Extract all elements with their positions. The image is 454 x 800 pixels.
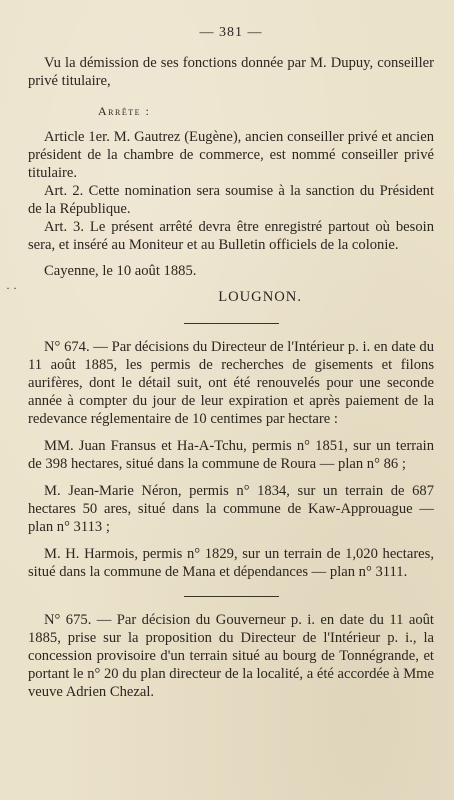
signoff-date: Cayenne, le 10 août 1885. — [44, 263, 197, 279]
spacer — [28, 536, 434, 545]
arrete-heading: Arrête : — [98, 104, 151, 118]
decision-674-text: N° 674. — Par décisions du Directeur de l'Intérieur p. i. en date du 11 août 1885, les permis de recherches de gisements et filons aurifères, dont le détail suit, ont été renouvelés pour une seconde année à compter du jour de leur expiration et après paiement de la redevance réglementaire de 10 centimes par hectare : — [28, 339, 434, 427]
article-1: Article 1er. M. Gautrez (Eugène), ancien conseiller privé et ancien président de la chambre de commerce, est nommé conseiller privé titulaire. — [28, 129, 434, 181]
article-3: Art. 3. Le présent arrêté devra être enregistré partout où besoin sera, et inséré au Moniteur et au Bulletin officiels de la colonie. — [28, 219, 434, 253]
intro-paragraph: Vu la démission de ses fonctions donnée par M. Dupuy, conseiller privé titulaire, — [28, 55, 434, 89]
decision-675-text: N° 675. — Par décision du Gouverneur p. i. en date du 11 août 1885, prise sur la proposition du Directeur de l'Intérieur p. i., la concession provisoire d'un terrain situé au bourg de Tonnégrande, et portant le n° 20 du plan directeur de la localité, a été accordée à Mme veuve Adrien Chezal. — [28, 612, 434, 700]
spacer — [28, 473, 434, 482]
signer-name: LOUGNON. — [218, 289, 302, 305]
decision-674-item: M. Jean-Marie Néron, permis n° 1834, sur un terrain de 687 hectares 50 ares, situé dans la commune de Kaw-Approuague — plan n° 3113 ; — [28, 483, 434, 535]
page-number: — 381 — — [199, 25, 263, 40]
section-divider — [184, 323, 279, 324]
decision-674-item: MM. Juan Fransus et Ha-A-Tchu, permis n° 1851, sur un terrain de 398 hectares, situé dans la commune de Roura — plan n° 86 ; — [28, 438, 434, 472]
article-2: Art. 2. Cette nomination sera soumise à la sanction du Président de la République. — [28, 183, 434, 217]
spacer — [28, 428, 434, 437]
section-divider — [184, 596, 279, 597]
decision-674-item: M. H. Harmois, permis n° 1829, sur un terrain de 1,020 hectares, situé dans la commune de Mana et dépendances — plan n° 3111. — [28, 546, 434, 580]
margin-mark: · · — [6, 281, 17, 295]
